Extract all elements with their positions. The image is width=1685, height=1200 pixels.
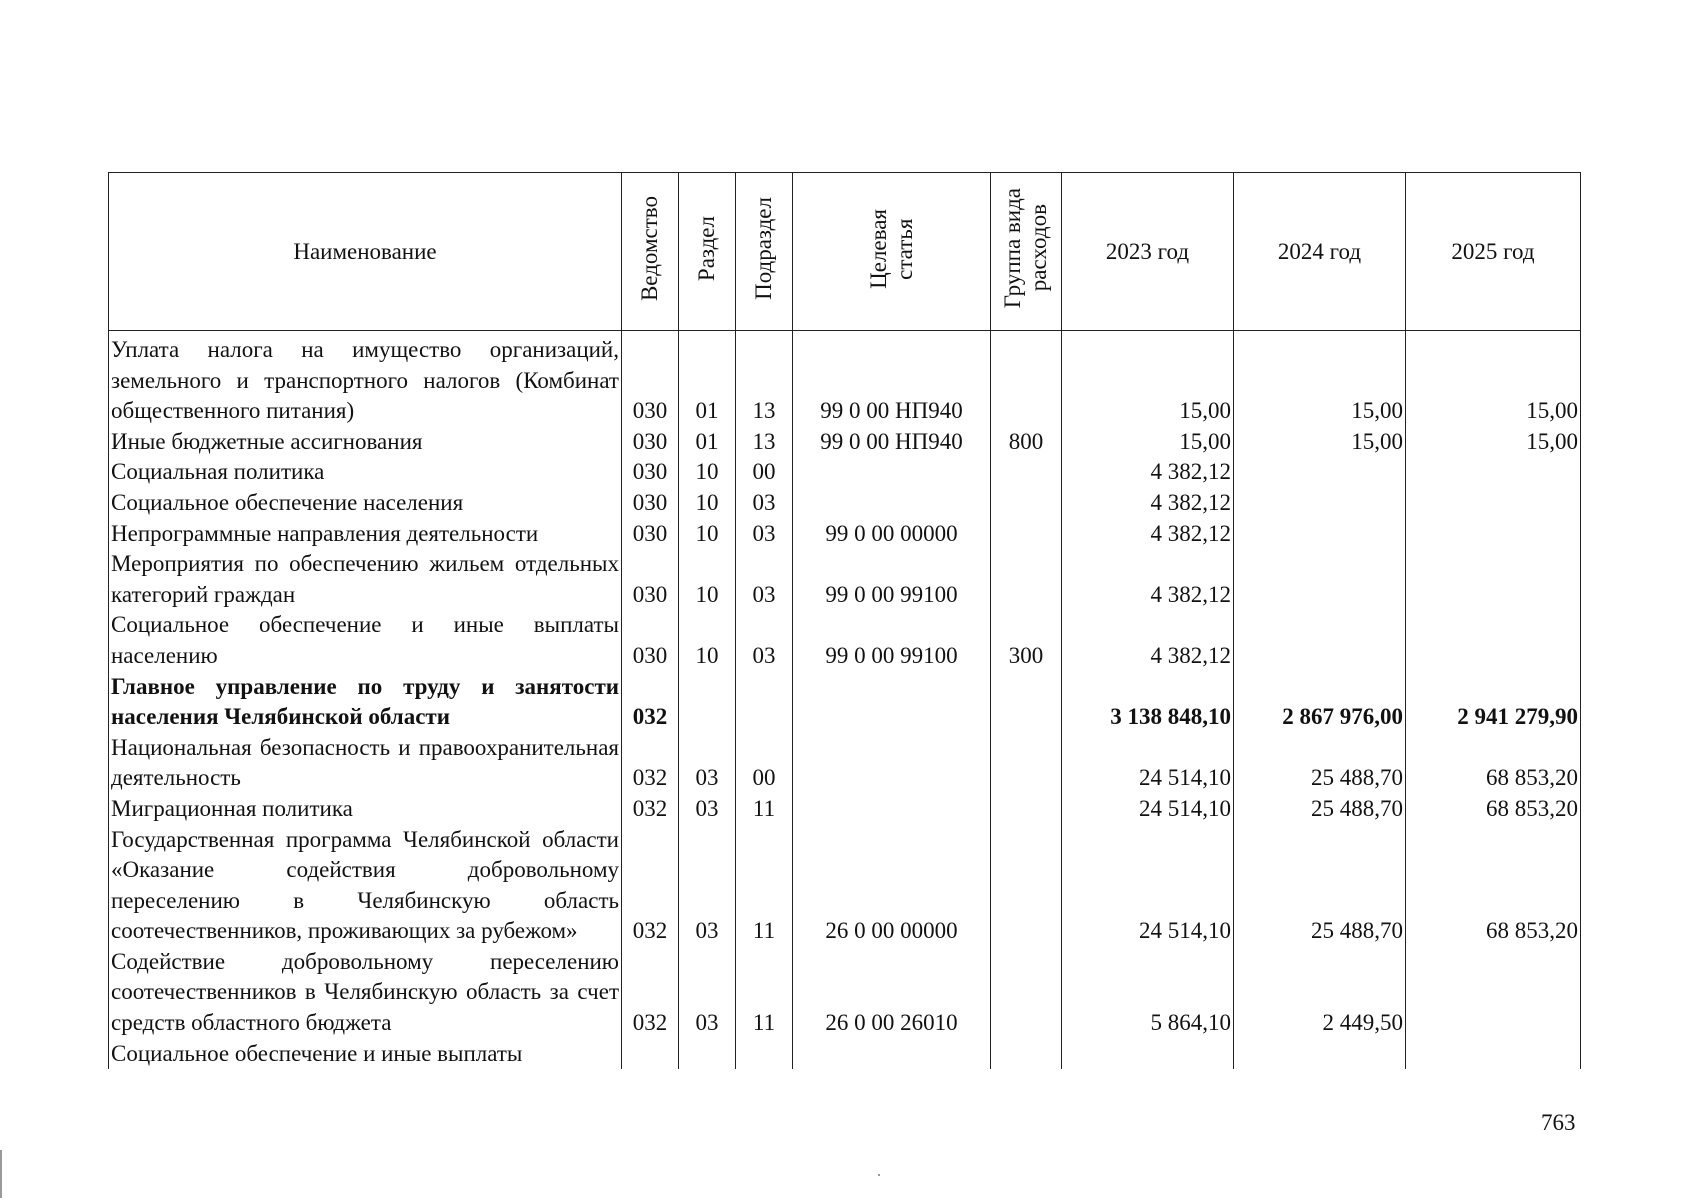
cell-name: Мероприятия по обеспечению жильем отдельных категорий граждан <box>109 549 622 610</box>
table-row <box>109 519 1581 550</box>
cell-celevaya: 99 0 00 99100 <box>793 549 991 610</box>
cell-gruppa <box>991 1039 1062 1070</box>
scan-speck <box>0 1150 2 1198</box>
cell-podrazdel: 11 <box>736 947 793 1039</box>
budget-table <box>108 172 1581 1069</box>
header-vedomstvo-label: Ведомство <box>637 195 662 302</box>
table-row <box>109 549 1581 610</box>
cell-2024 <box>1234 549 1406 610</box>
cell-2024: 15,00 <box>1234 331 1406 427</box>
cell-podrazdel: 03 <box>736 488 793 519</box>
cell-2024: 2 449,50 <box>1234 947 1406 1039</box>
cell-razdel: 10 <box>679 610 736 671</box>
table-row <box>109 794 1581 825</box>
header-celevaya-label: Целевая статья <box>865 208 917 289</box>
cell-razdel <box>679 672 736 733</box>
cell-name: Миграционная политика <box>109 794 622 825</box>
cell-name: Непрограммные направления деятельности <box>109 519 622 550</box>
cell-vedomstvo: 032 <box>622 794 679 825</box>
table-row <box>109 331 1581 427</box>
cell-gruppa <box>991 549 1062 610</box>
cell-razdel: 01 <box>679 331 736 427</box>
cell-razdel: 03 <box>679 947 736 1039</box>
cell-razdel: 01 <box>679 427 736 458</box>
cell-podrazdel: 00 <box>736 457 793 488</box>
cell-2023: 15,00 <box>1062 427 1234 458</box>
cell-2024: 15,00 <box>1234 427 1406 458</box>
cell-vedomstvo: 030 <box>622 519 679 550</box>
header-podrazdel-label: Подраздел <box>751 197 776 300</box>
cell-podrazdel: 03 <box>736 519 793 550</box>
cell-2025: 2 941 279,90 <box>1406 672 1581 733</box>
cell-2025 <box>1406 488 1581 519</box>
cell-vedomstvo: 030 <box>622 488 679 519</box>
cell-vedomstvo: 032 <box>622 825 679 947</box>
cell-2024 <box>1234 519 1406 550</box>
cell-razdel: 03 <box>679 794 736 825</box>
cell-vedomstvo: 030 <box>622 457 679 488</box>
table-row <box>109 1039 1581 1070</box>
cell-podrazdel: 03 <box>736 610 793 671</box>
cell-razdel: 10 <box>679 457 736 488</box>
cell-2023: 4 382,12 <box>1062 549 1234 610</box>
cell-2025: 15,00 <box>1406 331 1581 427</box>
table-row <box>109 427 1581 458</box>
cell-2025 <box>1406 519 1581 550</box>
cell-2024 <box>1234 488 1406 519</box>
cell-2024: 25 488,70 <box>1234 733 1406 794</box>
cell-2025 <box>1406 610 1581 671</box>
header-podrazdel <box>736 173 793 331</box>
cell-gruppa <box>991 794 1062 825</box>
cell-gruppa: 300 <box>991 610 1062 671</box>
cell-celevaya <box>793 457 991 488</box>
cell-vedomstvo: 032 <box>622 733 679 794</box>
header-name: Наименование <box>109 173 622 331</box>
cell-2023: 3 138 848,10 <box>1062 672 1234 733</box>
page-number: 763 <box>1541 1110 1576 1135</box>
cell-razdel: 03 <box>679 733 736 794</box>
cell-2023: 4 382,12 <box>1062 457 1234 488</box>
table-row <box>109 457 1581 488</box>
header-vedomstvo <box>622 173 679 331</box>
cell-2025: 15,00 <box>1406 427 1581 458</box>
cell-celevaya: 26 0 00 00000 <box>793 825 991 947</box>
cell-celevaya <box>793 794 991 825</box>
header-razdel-label: Раздел <box>694 215 719 282</box>
cell-name: Главное управление по труду и занятости населения Челябинской области <box>109 672 622 733</box>
cell-podrazdel: 11 <box>736 794 793 825</box>
cell-2023: 4 382,12 <box>1062 519 1234 550</box>
cell-celevaya <box>793 488 991 519</box>
cell-2023: 24 514,10 <box>1062 794 1234 825</box>
cell-2024: 25 488,70 <box>1234 794 1406 825</box>
cell-2025: 68 853,20 <box>1406 825 1581 947</box>
cell-razdel: 10 <box>679 488 736 519</box>
cell-gruppa <box>991 488 1062 519</box>
cell-podrazdel <box>736 1039 793 1070</box>
table-row <box>109 672 1581 733</box>
cell-gruppa: 800 <box>991 427 1062 458</box>
header-2024: 2024 год <box>1234 173 1406 331</box>
cell-name: Уплата налога на имущество организаций, земельного и транспортного налогов (Комбинат общественного питания) <box>109 331 622 427</box>
header-gruppa <box>991 173 1062 331</box>
cell-gruppa <box>991 733 1062 794</box>
cell-gruppa <box>991 672 1062 733</box>
cell-2023: 24 514,10 <box>1062 825 1234 947</box>
cell-vedomstvo: 032 <box>622 672 679 733</box>
cell-razdel: 03 <box>679 825 736 947</box>
cell-celevaya <box>793 1039 991 1070</box>
cell-podrazdel: 13 <box>736 427 793 458</box>
cell-name: Иные бюджетные ассигнования <box>109 427 622 458</box>
cell-2024 <box>1234 1039 1406 1070</box>
header-2023: 2023 год <box>1062 173 1234 331</box>
cell-celevaya: 99 0 00 00000 <box>793 519 991 550</box>
cell-vedomstvo: 030 <box>622 549 679 610</box>
cell-2025 <box>1406 549 1581 610</box>
header-razdel <box>679 173 736 331</box>
cell-name: Социальное обеспечение и иные выплаты населению <box>109 610 622 671</box>
cell-razdel <box>679 1039 736 1070</box>
cell-2023: 4 382,12 <box>1062 488 1234 519</box>
cell-2025: 68 853,20 <box>1406 733 1581 794</box>
cell-name: Социальная политика <box>109 457 622 488</box>
cell-vedomstvo <box>622 1039 679 1070</box>
cell-gruppa <box>991 825 1062 947</box>
cell-vedomstvo: 030 <box>622 427 679 458</box>
cell-gruppa <box>991 457 1062 488</box>
cell-2023 <box>1062 1039 1234 1070</box>
cell-name: Содействие добровольному переселению соотечественников в Челябинскую область за счет средств областного бюджета <box>109 947 622 1039</box>
table-row <box>109 610 1581 671</box>
cell-name: Национальная безопасность и правоохранительная деятельность <box>109 733 622 794</box>
header-gruppa-label: Группа вида расходов <box>1000 188 1051 309</box>
cell-podrazdel: 00 <box>736 733 793 794</box>
cell-gruppa <box>991 947 1062 1039</box>
cell-2025 <box>1406 1039 1581 1070</box>
cell-2024: 2 867 976,00 <box>1234 672 1406 733</box>
cell-2024 <box>1234 457 1406 488</box>
cell-podrazdel: 11 <box>736 825 793 947</box>
cell-gruppa <box>991 519 1062 550</box>
cell-razdel: 10 <box>679 519 736 550</box>
cell-podrazdel: 03 <box>736 549 793 610</box>
table-header <box>109 173 1581 331</box>
cell-2025: 68 853,20 <box>1406 794 1581 825</box>
cell-celevaya: 26 0 00 26010 <box>793 947 991 1039</box>
cell-2025 <box>1406 947 1581 1039</box>
cell-podrazdel <box>736 672 793 733</box>
cell-name: Государственная программа Челябинской области «Оказание содействия добровольному переселению в Челябинскую область соотечественников, проживающих за рубежом» <box>109 825 622 947</box>
header-2025: 2025 год <box>1406 173 1581 331</box>
cell-vedomstvo: 032 <box>622 947 679 1039</box>
table-row <box>109 947 1581 1039</box>
cell-celevaya: 99 0 00 НП940 <box>793 331 991 427</box>
table-body <box>109 331 1581 1070</box>
cell-name: Социальное обеспечение и иные выплаты <box>109 1039 622 1070</box>
header-celevaya <box>793 173 991 331</box>
cell-2023: 24 514,10 <box>1062 733 1234 794</box>
cell-2023: 15,00 <box>1062 331 1234 427</box>
cell-2023: 4 382,12 <box>1062 610 1234 671</box>
cell-vedomstvo: 030 <box>622 331 679 427</box>
cell-name: Социальное обеспечение населения <box>109 488 622 519</box>
cell-2025 <box>1406 457 1581 488</box>
cell-gruppa <box>991 331 1062 427</box>
cell-vedomstvo: 030 <box>622 610 679 671</box>
cell-podrazdel: 13 <box>736 331 793 427</box>
table-row <box>109 825 1581 947</box>
cell-celevaya: 99 0 00 99100 <box>793 610 991 671</box>
cell-2024 <box>1234 610 1406 671</box>
table-row <box>109 733 1581 794</box>
cell-celevaya <box>793 672 991 733</box>
cell-2024: 25 488,70 <box>1234 825 1406 947</box>
cell-razdel: 10 <box>679 549 736 610</box>
cell-2023: 5 864,10 <box>1062 947 1234 1039</box>
cell-celevaya <box>793 733 991 794</box>
scan-speck <box>878 1174 880 1176</box>
cell-celevaya: 99 0 00 НП940 <box>793 427 991 458</box>
table-row <box>109 488 1581 519</box>
